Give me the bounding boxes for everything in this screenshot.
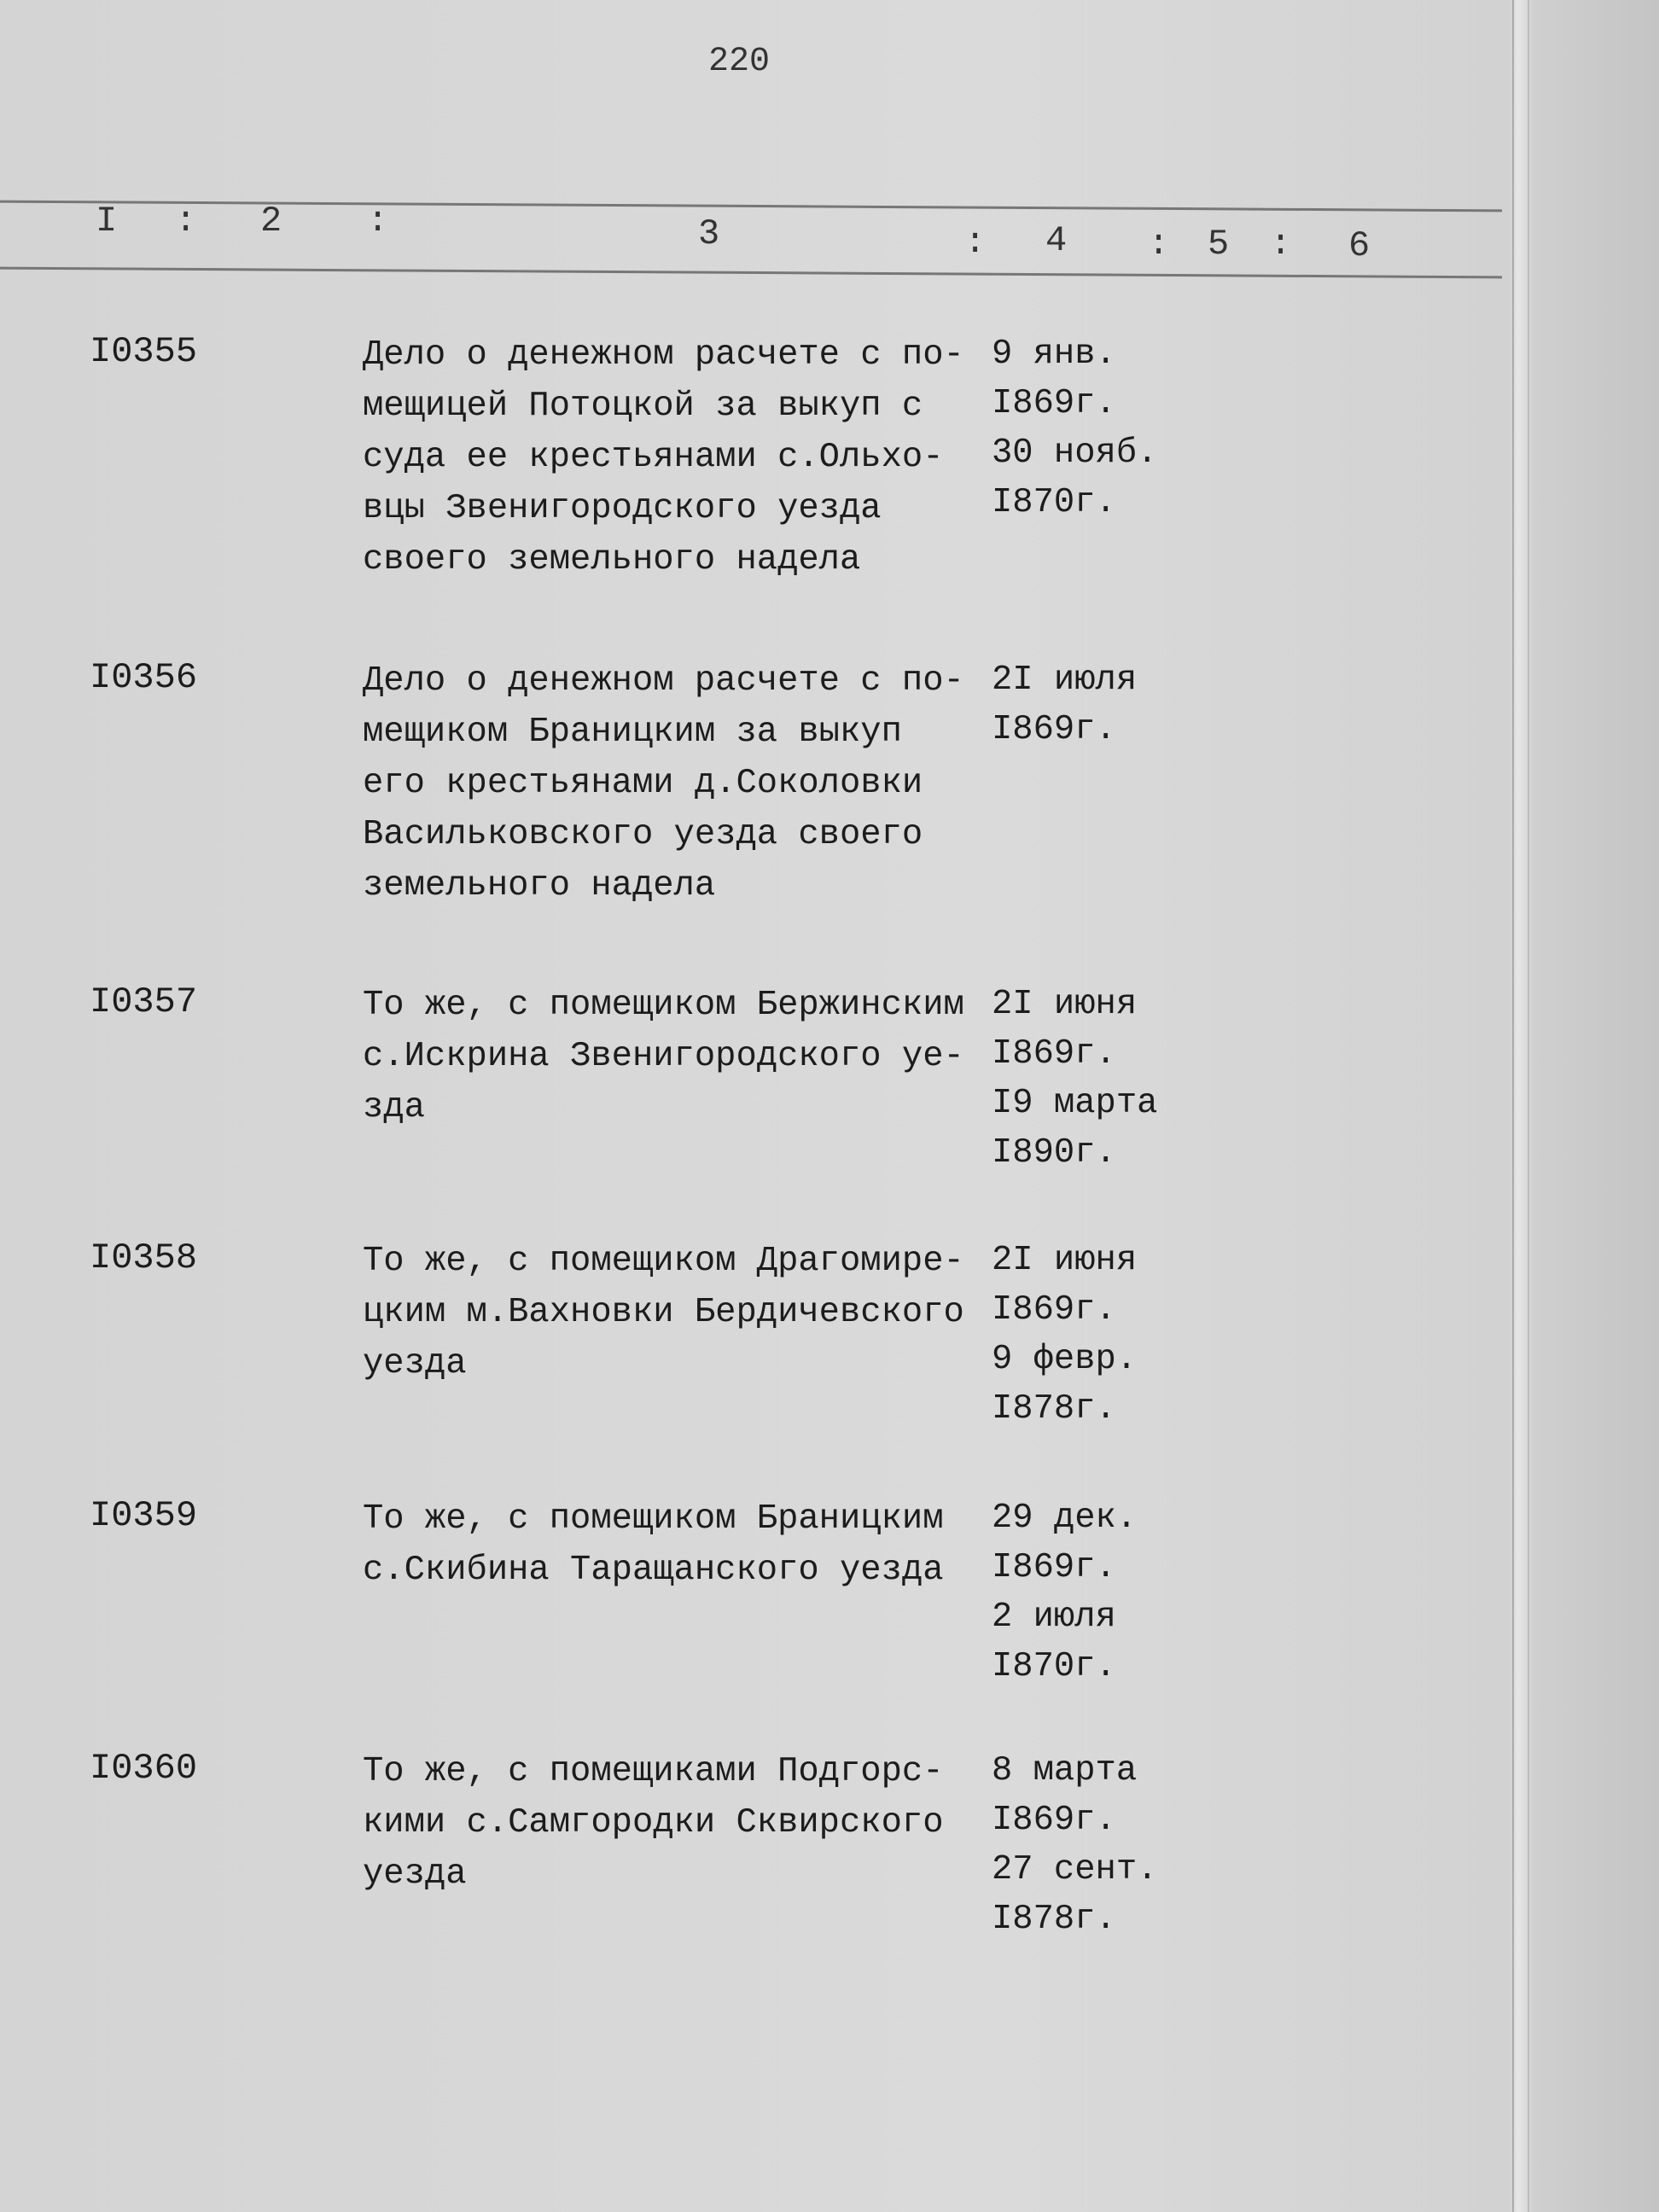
date-line: 9 янв.	[992, 335, 1116, 374]
date-line: I870г.	[992, 483, 1116, 522]
entry-dates	[992, 1236, 1137, 1434]
entry-dates	[992, 329, 1157, 527]
column-header: 6	[1348, 225, 1371, 266]
description-line: с.Искрина Звенигородского уе-	[363, 1037, 964, 1076]
entry-dates	[992, 655, 1137, 754]
entry-description	[363, 1236, 964, 1389]
entry-dates	[992, 980, 1157, 1178]
description-line: мещиком Браницким за выкуп	[363, 713, 902, 752]
description-line: Васильковского уезда своего	[363, 815, 923, 854]
entry-dates	[992, 1493, 1137, 1691]
date-line: I890г.	[992, 1133, 1116, 1173]
header-bottom-rule	[0, 267, 1502, 279]
column-separator: :	[175, 201, 197, 242]
description-line: зда	[363, 1088, 425, 1127]
entry-description	[363, 655, 964, 911]
date-line: 2I июля	[992, 661, 1138, 700]
description-line: вцы Звенигородского уезда	[363, 489, 882, 528]
description-line: Дело о денежном расчете с по-	[363, 335, 964, 375]
description-line: То же, с помещиками Подгорс-	[363, 1752, 944, 1791]
date-line: 30 нояб.	[992, 434, 1158, 473]
column-header: 3	[698, 213, 720, 254]
date-line: 29 дек.	[992, 1499, 1138, 1538]
date-line: 9 февр.	[992, 1340, 1138, 1379]
description-line: То же, с помещиком Браницким	[363, 1499, 944, 1539]
page-number: 220	[708, 43, 771, 81]
column-separator: :	[367, 201, 389, 242]
date-line: 2I июня	[992, 985, 1138, 1024]
entry-id: I0358	[90, 1237, 198, 1278]
description-line: земельного надела	[363, 866, 716, 905]
description-line: мещицей Потоцкой за выкуп с	[363, 387, 923, 426]
column-header: 2	[260, 201, 282, 242]
description-line: То же, с помещиком Драгомире-	[363, 1242, 964, 1281]
entry-dates	[992, 1746, 1157, 1944]
entry-id: I0356	[90, 657, 198, 698]
date-line: I878г.	[992, 1389, 1116, 1429]
page-edge	[1512, 0, 1514, 2212]
entry-id: I0357	[90, 981, 198, 1022]
date-line: I9 марта	[992, 1084, 1158, 1123]
column-header: 4	[1045, 220, 1068, 261]
entry-id: I0360	[90, 1748, 198, 1789]
date-line: I869г.	[992, 1801, 1116, 1840]
description-line: кими с.Самгородки Сквирского	[363, 1803, 944, 1842]
column-header: 5	[1208, 224, 1230, 265]
date-line: 2I июня	[992, 1241, 1138, 1280]
date-line: 2 июля	[992, 1598, 1116, 1637]
column-separator: :	[964, 222, 987, 263]
date-line: I869г.	[992, 710, 1116, 749]
entry-description	[363, 980, 964, 1133]
entry-id: I0355	[90, 331, 198, 372]
entry-description	[363, 1493, 944, 1596]
description-line: цким м.Вахновки Бердичевского	[363, 1293, 964, 1332]
column-separator: :	[1270, 224, 1292, 265]
date-line: I869г.	[992, 1034, 1116, 1074]
date-line: 8 марта	[992, 1751, 1138, 1790]
column-header: I	[96, 201, 118, 242]
description-line: Дело о денежном расчете с по-	[363, 661, 964, 701]
page-edge	[1528, 0, 1529, 2212]
date-line: I869г.	[992, 384, 1116, 423]
date-line: 27 сент.	[992, 1850, 1158, 1889]
description-line: с.Скибина Таращанского уезда	[363, 1551, 944, 1590]
entry-description	[363, 1746, 944, 1900]
date-line: I869г.	[992, 1290, 1116, 1330]
date-line: I869г.	[992, 1548, 1116, 1587]
column-separator: :	[1148, 224, 1170, 265]
date-line: I870г.	[992, 1647, 1116, 1686]
description-line: своего земельного надела	[363, 540, 861, 579]
entry-description	[363, 329, 964, 585]
header-top-rule	[0, 201, 1502, 212]
description-line: То же, с помещиком Бержинским	[363, 986, 964, 1025]
description-line: уезда	[363, 1344, 467, 1383]
description-line: суда ее крестьянами с.Ольхо-	[363, 438, 944, 477]
description-line: уезда	[363, 1854, 467, 1894]
description-line: его крестьянами д.Соколовки	[363, 764, 923, 803]
entry-id: I0359	[90, 1495, 198, 1536]
date-line: I878г.	[992, 1900, 1116, 1939]
